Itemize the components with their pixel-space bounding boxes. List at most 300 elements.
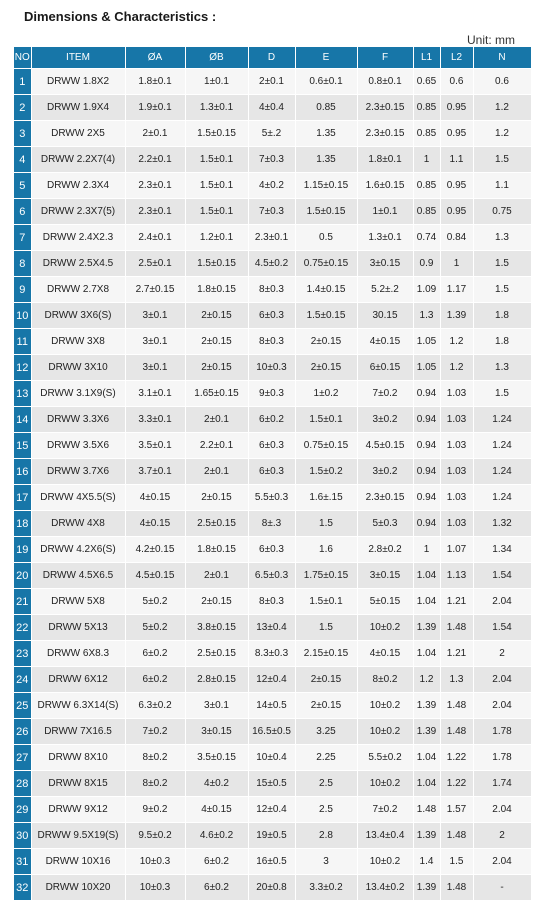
cell-dia-a: 3±0.1	[125, 329, 185, 355]
cell-l2: 1.48	[440, 719, 473, 745]
cell-l2: 1.03	[440, 459, 473, 485]
cell-dia-b: 2.5±0.15	[185, 641, 248, 667]
table-row	[14, 589, 531, 615]
cell-d: 2±0.1	[248, 69, 295, 95]
table-row	[14, 563, 531, 589]
table-row	[14, 147, 531, 173]
cell-item: DRWW 2.5X4.5	[31, 251, 125, 277]
cell-dia-a: 8±0.2	[125, 771, 185, 797]
cell-dia-a: 5±0.2	[125, 589, 185, 615]
cell-e: 0.85	[295, 95, 357, 121]
cell-d: 6±0.3	[248, 537, 295, 563]
cell-item: DRWW 3X8	[31, 329, 125, 355]
cell-dia-b: 6±0.2	[185, 875, 248, 901]
cell-dia-a: 10±0.3	[125, 849, 185, 875]
cell-l1: 1	[413, 147, 440, 173]
cell-item: DRWW 3X10	[31, 355, 125, 381]
cell-dia-a: 9±0.2	[125, 797, 185, 823]
cell-l2: 1	[440, 251, 473, 277]
table-row	[14, 797, 531, 823]
cell-item: DRWW 3.7X6	[31, 459, 125, 485]
cell-l1: 0.94	[413, 511, 440, 537]
cell-d: 6±0.3	[248, 303, 295, 329]
cell-item: DRWW 9.5X19(S)	[31, 823, 125, 849]
cell-dia-b: 3±0.15	[185, 719, 248, 745]
table-row	[14, 615, 531, 641]
cell-item: DRWW 2.4X2.3	[31, 225, 125, 251]
cell-no: 8	[14, 251, 31, 277]
cell-e: 2.8	[295, 823, 357, 849]
header-col-d: D	[248, 47, 295, 69]
header-col-no: NO	[14, 47, 31, 69]
cell-dia-b: 2±0.1	[185, 459, 248, 485]
cell-f: 10±0.2	[357, 615, 413, 641]
cell-l1: 1.04	[413, 771, 440, 797]
cell-l1: 0.94	[413, 459, 440, 485]
cell-dia-a: 2.5±0.1	[125, 251, 185, 277]
cell-no: 24	[14, 667, 31, 693]
cell-n: 1.74	[473, 771, 531, 797]
cell-dia-a: 4±0.15	[125, 485, 185, 511]
cell-e: 1.5	[295, 511, 357, 537]
cell-n: 1.24	[473, 407, 531, 433]
cell-l2: 1.07	[440, 537, 473, 563]
cell-n: 2.04	[473, 667, 531, 693]
cell-dia-b: 1.2±0.1	[185, 225, 248, 251]
cell-item: DRWW 6X8.3	[31, 641, 125, 667]
cell-l2: 1.21	[440, 641, 473, 667]
cell-item: DRWW 2.7X8	[31, 277, 125, 303]
cell-no: 10	[14, 303, 31, 329]
cell-l2: 1.48	[440, 615, 473, 641]
cell-l1: 1.39	[413, 875, 440, 901]
cell-n: 1.1	[473, 173, 531, 199]
table-row	[14, 693, 531, 719]
cell-dia-a: 6±0.2	[125, 641, 185, 667]
cell-dia-a: 2±0.1	[125, 121, 185, 147]
cell-l2: 0.95	[440, 95, 473, 121]
cell-dia-b: 2±0.15	[185, 329, 248, 355]
cell-d: 4±0.2	[248, 173, 295, 199]
cell-item: DRWW 4.5X6.5	[31, 563, 125, 589]
table-row	[14, 745, 531, 771]
header-col-dia-a: ØA	[125, 47, 185, 69]
cell-d: 13±0.4	[248, 615, 295, 641]
table-row	[14, 771, 531, 797]
cell-no: 25	[14, 693, 31, 719]
cell-n: 1.5	[473, 251, 531, 277]
cell-e: 3	[295, 849, 357, 875]
cell-no: 28	[14, 771, 31, 797]
cell-f: 7±0.2	[357, 797, 413, 823]
cell-dia-a: 6.3±0.2	[125, 693, 185, 719]
cell-l1: 1.48	[413, 797, 440, 823]
cell-d: 16±0.5	[248, 849, 295, 875]
cell-dia-b: 2±0.15	[185, 355, 248, 381]
cell-l2: 1.22	[440, 771, 473, 797]
cell-l2: 1.17	[440, 277, 473, 303]
cell-d: 10±0.4	[248, 745, 295, 771]
cell-l1: 0.85	[413, 173, 440, 199]
cell-dia-a: 4.2±0.15	[125, 537, 185, 563]
cell-item: DRWW 2X5	[31, 121, 125, 147]
cell-e: 1.15±0.15	[295, 173, 357, 199]
cell-dia-a: 2.3±0.1	[125, 173, 185, 199]
cell-no: 14	[14, 407, 31, 433]
cell-l2: 0.95	[440, 199, 473, 225]
cell-f: 2.3±0.15	[357, 485, 413, 511]
table-row	[14, 407, 531, 433]
cell-dia-a: 7±0.2	[125, 719, 185, 745]
cell-l2: 1.48	[440, 875, 473, 901]
cell-e: 2.25	[295, 745, 357, 771]
cell-dia-a: 1.8±0.1	[125, 69, 185, 95]
cell-e: 2.15±0.15	[295, 641, 357, 667]
cell-d: 10±0.3	[248, 355, 295, 381]
cell-item: DRWW 9X12	[31, 797, 125, 823]
cell-no: 30	[14, 823, 31, 849]
cell-dia-a: 2.3±0.1	[125, 199, 185, 225]
cell-f: 5.5±0.2	[357, 745, 413, 771]
table-row	[14, 485, 531, 511]
cell-no: 27	[14, 745, 31, 771]
cell-e: 1.5±0.2	[295, 459, 357, 485]
cell-n: 1.3	[473, 355, 531, 381]
section-heading: Dimensions & Characteristics :	[24, 9, 217, 24]
cell-e: 1.35	[295, 147, 357, 173]
table-row	[14, 355, 531, 381]
cell-dia-a: 3±0.1	[125, 303, 185, 329]
table-body	[14, 69, 531, 901]
cell-dia-b: 1.5±0.1	[185, 199, 248, 225]
cell-item: DRWW 4X5.5(S)	[31, 485, 125, 511]
cell-item: DRWW 10X16	[31, 849, 125, 875]
cell-d: 4.5±0.2	[248, 251, 295, 277]
cell-f: 1.8±0.1	[357, 147, 413, 173]
cell-dia-b: 1.5±0.1	[185, 173, 248, 199]
cell-f: 2.8±0.2	[357, 537, 413, 563]
cell-l2: 1.48	[440, 693, 473, 719]
cell-f: 5±0.3	[357, 511, 413, 537]
cell-f: 2.3±0.15	[357, 121, 413, 147]
cell-item: DRWW 3X6(S)	[31, 303, 125, 329]
cell-l1: 1.39	[413, 719, 440, 745]
cell-no: 17	[14, 485, 31, 511]
cell-n: 2.04	[473, 849, 531, 875]
cell-n: 1.5	[473, 277, 531, 303]
cell-l2: 1.03	[440, 485, 473, 511]
cell-e: 1.5±0.1	[295, 407, 357, 433]
cell-d: 19±0.5	[248, 823, 295, 849]
cell-e: 1.75±0.15	[295, 563, 357, 589]
cell-n: 1.5	[473, 381, 531, 407]
cell-l1: 1	[413, 537, 440, 563]
cell-dia-a: 2.2±0.1	[125, 147, 185, 173]
cell-item: DRWW 2.2X7(4)	[31, 147, 125, 173]
table-row	[14, 381, 531, 407]
cell-d: 8.3±0.3	[248, 641, 295, 667]
cell-no: 6	[14, 199, 31, 225]
cell-l1: 0.94	[413, 407, 440, 433]
cell-l1: 0.74	[413, 225, 440, 251]
cell-item: DRWW 8X10	[31, 745, 125, 771]
table-row	[14, 875, 531, 901]
cell-dia-a: 4±0.15	[125, 511, 185, 537]
table-row	[14, 641, 531, 667]
cell-dia-b: 1.3±0.1	[185, 95, 248, 121]
cell-no: 15	[14, 433, 31, 459]
cell-dia-a: 3.1±0.1	[125, 381, 185, 407]
cell-dia-b: 3.5±0.15	[185, 745, 248, 771]
cell-dia-b: 1.5±0.1	[185, 147, 248, 173]
cell-l2: 1.03	[440, 407, 473, 433]
cell-n: 1.54	[473, 615, 531, 641]
header-col-l2: L2	[440, 47, 473, 69]
cell-no: 29	[14, 797, 31, 823]
cell-d: 12±0.4	[248, 797, 295, 823]
cell-d: 14±0.5	[248, 693, 295, 719]
table-row	[14, 667, 531, 693]
cell-item: DRWW 4X8	[31, 511, 125, 537]
cell-l1: 0.85	[413, 95, 440, 121]
cell-d: 4±0.4	[248, 95, 295, 121]
cell-dia-a: 8±0.2	[125, 745, 185, 771]
cell-l1: 1.04	[413, 563, 440, 589]
cell-n: 2	[473, 823, 531, 849]
cell-f: 3±0.2	[357, 459, 413, 485]
cell-no: 11	[14, 329, 31, 355]
cell-item: DRWW 1.9X4	[31, 95, 125, 121]
cell-item: DRWW 3.3X6	[31, 407, 125, 433]
cell-no: 13	[14, 381, 31, 407]
cell-dia-a: 3.7±0.1	[125, 459, 185, 485]
cell-dia-a: 3.5±0.1	[125, 433, 185, 459]
cell-dia-b: 2±0.1	[185, 407, 248, 433]
cell-f: 10±0.2	[357, 693, 413, 719]
cell-item: DRWW 6.3X14(S)	[31, 693, 125, 719]
cell-dia-b: 3±0.1	[185, 693, 248, 719]
cell-e: 1.5	[295, 615, 357, 641]
table-row	[14, 719, 531, 745]
cell-l1: 1.04	[413, 641, 440, 667]
cell-e: 0.5	[295, 225, 357, 251]
cell-l1: 0.85	[413, 121, 440, 147]
cell-n: 1.2	[473, 95, 531, 121]
table-header-row	[14, 47, 531, 69]
cell-d: 12±0.4	[248, 667, 295, 693]
cell-l1: 1.04	[413, 745, 440, 771]
cell-l2: 0.6	[440, 69, 473, 95]
cell-dia-b: 2.5±0.15	[185, 511, 248, 537]
cell-l1: 1.39	[413, 615, 440, 641]
cell-n: 2.04	[473, 589, 531, 615]
cell-l1: 1.09	[413, 277, 440, 303]
table-row	[14, 823, 531, 849]
cell-l2: 1.57	[440, 797, 473, 823]
cell-f: 1±0.1	[357, 199, 413, 225]
cell-no: 16	[14, 459, 31, 485]
cell-dia-b: 2±0.15	[185, 589, 248, 615]
cell-n: 1.34	[473, 537, 531, 563]
cell-l2: 1.1	[440, 147, 473, 173]
cell-dia-b: 3.8±0.15	[185, 615, 248, 641]
header-col-f: F	[357, 47, 413, 69]
cell-f: 13.4±0.2	[357, 875, 413, 901]
cell-d: 16.5±0.5	[248, 719, 295, 745]
cell-dia-b: 1.5±0.15	[185, 121, 248, 147]
cell-dia-a: 2.4±0.1	[125, 225, 185, 251]
cell-f: 7±0.2	[357, 381, 413, 407]
cell-e: 2.5	[295, 771, 357, 797]
table-row	[14, 69, 531, 95]
cell-no: 22	[14, 615, 31, 641]
cell-item: DRWW 6X12	[31, 667, 125, 693]
table-row	[14, 121, 531, 147]
cell-dia-a: 2.7±0.15	[125, 277, 185, 303]
cell-e: 1.5±0.15	[295, 303, 357, 329]
cell-l2: 1.5	[440, 849, 473, 875]
cell-l2: 1.3	[440, 667, 473, 693]
cell-no: 31	[14, 849, 31, 875]
cell-e: 0.75±0.15	[295, 251, 357, 277]
cell-item: DRWW 7X16.5	[31, 719, 125, 745]
cell-d: 2.3±0.1	[248, 225, 295, 251]
cell-item: DRWW 2.3X7(5)	[31, 199, 125, 225]
cell-f: 4±0.15	[357, 329, 413, 355]
cell-d: 20±0.8	[248, 875, 295, 901]
cell-d: 8±0.3	[248, 277, 295, 303]
cell-l1: 0.9	[413, 251, 440, 277]
cell-dia-a: 6±0.2	[125, 667, 185, 693]
cell-dia-a: 5±0.2	[125, 615, 185, 641]
cell-e: 1.35	[295, 121, 357, 147]
cell-e: 2±0.15	[295, 355, 357, 381]
cell-f: 3±0.15	[357, 563, 413, 589]
table-row	[14, 95, 531, 121]
cell-n: 1.78	[473, 745, 531, 771]
header-col-n: N	[473, 47, 531, 69]
cell-f: 1.6±0.15	[357, 173, 413, 199]
cell-l2: 1.39	[440, 303, 473, 329]
cell-e: 2±0.15	[295, 329, 357, 355]
table-row	[14, 225, 531, 251]
cell-f: 2.3±0.15	[357, 95, 413, 121]
cell-e: 1.5±0.1	[295, 589, 357, 615]
cell-n: 1.54	[473, 563, 531, 589]
cell-f: 3±0.2	[357, 407, 413, 433]
cell-f: 30.15	[357, 303, 413, 329]
cell-dia-b: 1.5±0.15	[185, 251, 248, 277]
unit-label: Unit: mm	[467, 33, 515, 47]
cell-l2: 1.03	[440, 381, 473, 407]
cell-l1: 0.85	[413, 199, 440, 225]
cell-item: DRWW 4.2X6(S)	[31, 537, 125, 563]
cell-e: 3.25	[295, 719, 357, 745]
cell-f: 13.4±0.4	[357, 823, 413, 849]
cell-no: 1	[14, 69, 31, 95]
cell-d: 7±0.3	[248, 199, 295, 225]
cell-n: 2	[473, 641, 531, 667]
cell-no: 7	[14, 225, 31, 251]
cell-f: 5.2±.2	[357, 277, 413, 303]
cell-n: 1.78	[473, 719, 531, 745]
cell-n: 1.24	[473, 433, 531, 459]
cell-e: 2.5	[295, 797, 357, 823]
cell-e: 0.75±0.15	[295, 433, 357, 459]
table-row	[14, 511, 531, 537]
cell-l1: 1.39	[413, 823, 440, 849]
cell-dia-a: 10±0.3	[125, 875, 185, 901]
table-row	[14, 251, 531, 277]
cell-l1: 1.39	[413, 693, 440, 719]
cell-e: 1.6	[295, 537, 357, 563]
cell-l2: 1.2	[440, 329, 473, 355]
cell-d: 8±0.3	[248, 329, 295, 355]
header-col-item: ITEM	[31, 47, 125, 69]
cell-l2: 0.95	[440, 121, 473, 147]
cell-l2: 1.2	[440, 355, 473, 381]
cell-item: DRWW 1.8X2	[31, 69, 125, 95]
table-row	[14, 173, 531, 199]
cell-f: 4±0.15	[357, 641, 413, 667]
cell-e: 0.6±0.1	[295, 69, 357, 95]
cell-f: 10±0.2	[357, 849, 413, 875]
cell-n: 1.8	[473, 329, 531, 355]
cell-f: 0.8±0.1	[357, 69, 413, 95]
cell-dia-a: 3.3±0.1	[125, 407, 185, 433]
cell-no: 19	[14, 537, 31, 563]
cell-f: 3±0.15	[357, 251, 413, 277]
cell-n: 1.24	[473, 485, 531, 511]
dimensions-table	[14, 47, 532, 901]
cell-dia-b: 2±0.1	[185, 563, 248, 589]
cell-dia-a: 1.9±0.1	[125, 95, 185, 121]
cell-dia-b: 1.65±0.15	[185, 381, 248, 407]
cell-dia-b: 1.8±0.15	[185, 277, 248, 303]
cell-no: 23	[14, 641, 31, 667]
cell-item: DRWW 5X13	[31, 615, 125, 641]
table-row	[14, 459, 531, 485]
cell-no: 32	[14, 875, 31, 901]
cell-e: 1.5±0.15	[295, 199, 357, 225]
cell-dia-b: 1±0.1	[185, 69, 248, 95]
cell-d: 7±0.3	[248, 147, 295, 173]
cell-l1: 1.05	[413, 355, 440, 381]
cell-d: 5±.2	[248, 121, 295, 147]
cell-d: 6±0.2	[248, 407, 295, 433]
cell-d: 5.5±0.3	[248, 485, 295, 511]
cell-l1: 0.94	[413, 433, 440, 459]
cell-d: 8±.3	[248, 511, 295, 537]
cell-l1: 1.05	[413, 329, 440, 355]
cell-e: 1.4±0.15	[295, 277, 357, 303]
cell-dia-a: 9.5±0.2	[125, 823, 185, 849]
header-col-e: E	[295, 47, 357, 69]
cell-l2: 1.03	[440, 433, 473, 459]
cell-l2: 0.84	[440, 225, 473, 251]
cell-item: DRWW 5X8	[31, 589, 125, 615]
cell-n: 1.32	[473, 511, 531, 537]
cell-dia-a: 4.5±0.15	[125, 563, 185, 589]
cell-l2: 1.48	[440, 823, 473, 849]
cell-l1: 0.65	[413, 69, 440, 95]
cell-f: 6±0.15	[357, 355, 413, 381]
cell-e: 3.3±0.2	[295, 875, 357, 901]
cell-n: 1.5	[473, 147, 531, 173]
cell-n: 0.6	[473, 69, 531, 95]
cell-n: 1.2	[473, 121, 531, 147]
cell-e: 1±0.2	[295, 381, 357, 407]
